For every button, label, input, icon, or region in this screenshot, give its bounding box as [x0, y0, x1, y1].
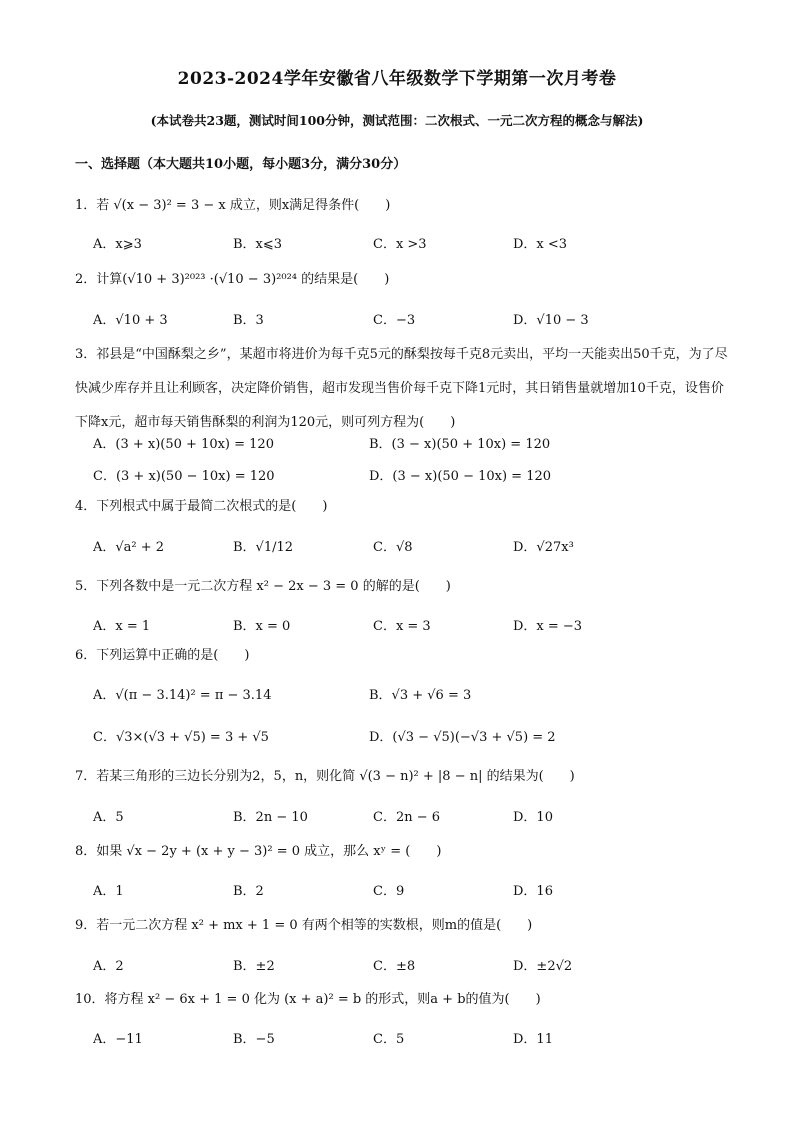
question-7-options — [93, 804, 753, 826]
question-6-options-row1 — [93, 682, 753, 704]
option-a: A．−11 — [93, 1031, 143, 1047]
option-c: C．5 — [373, 1031, 405, 1047]
option-d: D．x = −3 — [513, 618, 583, 634]
option-c: C．√8 — [373, 539, 413, 555]
option-b: B．3 — [233, 312, 264, 328]
option-a: A．5 — [93, 809, 124, 825]
option-a: A．1 — [93, 883, 124, 899]
question-4-stem: 4．下列根式中属于最简二次根式的是( ) — [75, 499, 328, 514]
option-b: B．√3 + √6 = 3 — [369, 687, 472, 703]
question-7-stem: 7．若某三角形的三边长分别为2，5，n，则化简 √(3 − n)² + |8 − n| 的结果为( ) — [75, 769, 575, 784]
question-8-options — [93, 878, 753, 900]
option-a: A．2 — [93, 958, 124, 974]
option-c: C．√3×(√3 + √5) = 3 + √5 — [93, 729, 269, 745]
option-a: A．x⩾3 — [93, 236, 142, 252]
option-c: C．x >3 — [373, 236, 427, 252]
option-d: D．√27x³ — [513, 539, 574, 555]
question-3-stem: 3．祁县是“中国酥梨之乡”，某超市将进价为每千克5元的酥梨按每千克8元卖出，平均一天能卖出50千克，为了尽快减少库存并且让利顾客，决定降价销售，超市发现当售价每千克下降1元时，其日销售量就增加10千克，设售价下降x元，超市每天销售酥梨的利润为120元，则可列方程为( ) — [75, 347, 728, 430]
question-6-stem: 6．下列运算中正确的是( ) — [75, 648, 250, 663]
question-5-options — [93, 613, 753, 635]
question-4-options — [93, 534, 753, 556]
question-8-stem: 8．如果 √x − 2y + (x + y − 3)² = 0 成立，那么 xʸ = ( ) — [75, 844, 442, 859]
option-c: C．±8 — [373, 958, 416, 974]
option-c: C．−3 — [373, 312, 416, 328]
option-d: D．√10 − 3 — [513, 312, 589, 328]
option-d: D．10 — [513, 809, 553, 825]
option-d: D．(3 − x)(50 − 10x) = 120 — [369, 468, 552, 484]
page-title: 2023-2024学年安徽省八年级数学下学期第一次月考卷 — [177, 69, 617, 89]
question-3-options-row1 — [93, 431, 753, 453]
option-d: D．±2√2 — [513, 958, 573, 974]
section-title: 一、选择题（本大题共10小题，每小题3分，满分30分） — [75, 157, 407, 172]
option-c: C．2n − 6 — [373, 809, 441, 825]
option-a: A．(3 + x)(50 + 10x) = 120 — [93, 436, 274, 452]
option-c: C．(3 + x)(50 − 10x) = 120 — [93, 468, 275, 484]
option-b: B．(3 − x)(50 + 10x) = 120 — [369, 436, 551, 452]
question-1-options — [93, 231, 753, 253]
question-10-stem: 10．将方程 x² − 6x + 1 = 0 化为 (x + a)² = b 的形式，则a + b的值为( ) — [75, 992, 541, 1007]
option-d: D．x <3 — [513, 236, 568, 252]
option-a: A．√10 + 3 — [93, 312, 168, 328]
option-b: B．2n − 10 — [233, 809, 308, 825]
question-9-options — [93, 953, 753, 975]
option-b: B．x⩽3 — [233, 236, 283, 252]
question-5-stem: 5．下列各数中是一元二次方程 x² − 2x − 3 = 0 的解的是( ) — [75, 579, 451, 594]
option-a: A．√(π − 3.14)² = π − 3.14 — [93, 687, 272, 703]
question-9-stem: 9．若一元二次方程 x² + mx + 1 = 0 有两个相等的实数根，则m的值是( ) — [75, 918, 533, 933]
option-b: B．−5 — [233, 1031, 275, 1047]
option-a: A．√a² + 2 — [93, 539, 165, 555]
option-d: D．16 — [513, 883, 553, 899]
question-2-stem: 2．计算(√10 + 3)²⁰²³ ·(√10 − 3)²⁰²⁴ 的结果是( ) — [75, 272, 390, 287]
option-d: D．11 — [513, 1031, 553, 1047]
option-b: B．±2 — [233, 958, 275, 974]
option-b: B．√1/12 — [233, 539, 294, 555]
option-c: C．9 — [373, 883, 405, 899]
option-d: D．(√3 − √5)(−√3 + √5) = 2 — [369, 729, 556, 745]
option-b: B．x = 0 — [233, 618, 291, 634]
question-3-options-row2 — [93, 463, 753, 485]
option-b: B．2 — [233, 883, 264, 899]
question-6-options-row2 — [93, 724, 753, 746]
question-1-stem: 1．若 √(x − 3)² = 3 − x 成立，则x满足得条件( ) — [75, 198, 391, 213]
option-a: A．x = 1 — [93, 618, 151, 634]
page-subtitle: (本试卷共23题，测试时间100分钟，测试范围：二次根式、一元二次方程的概念与解法) — [150, 113, 644, 128]
question-10-options — [93, 1026, 753, 1048]
option-c: C．x = 3 — [373, 618, 431, 634]
question-2-options — [93, 307, 753, 329]
